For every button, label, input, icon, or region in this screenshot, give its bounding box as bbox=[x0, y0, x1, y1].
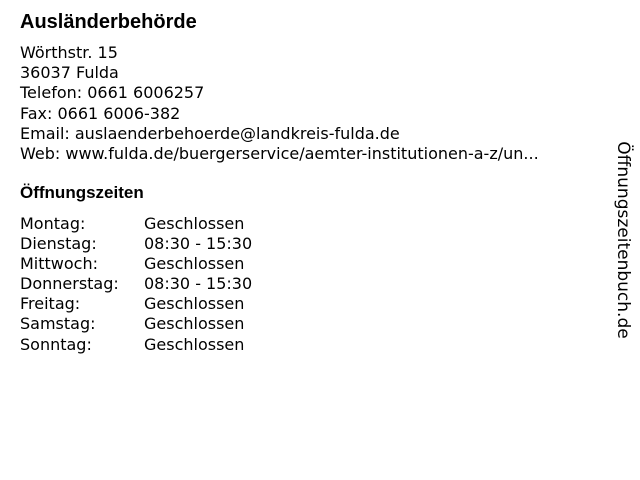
day-label: Donnerstag: bbox=[20, 274, 119, 294]
web-text: Web: www.fulda.de/buergerservice/aemter-institutionen-a-z/un... bbox=[20, 144, 539, 164]
hours-row-monday bbox=[20, 214, 245, 234]
time-value: 08:30 - 15:30 bbox=[144, 274, 253, 294]
day-label: Mittwoch: bbox=[20, 254, 98, 274]
hours-row-tuesday bbox=[20, 234, 253, 254]
time-value: Geschlossen bbox=[144, 294, 245, 314]
brand-watermark: Öffnungszeitenbuch.de bbox=[613, 141, 633, 339]
time-value: Geschlossen bbox=[144, 214, 245, 233]
time-value: Geschlossen bbox=[144, 254, 245, 274]
hours-row-wednesday bbox=[20, 254, 245, 274]
fax-text: Fax: 0661 6006-382 bbox=[20, 103, 181, 123]
hours-heading: Öffnungszeiten bbox=[20, 183, 144, 202]
hours-row-friday bbox=[20, 294, 245, 314]
day-label: Freitag: bbox=[20, 294, 81, 314]
phone-text: Telefon: 0661 6006257 bbox=[20, 83, 205, 103]
city-text: 36037 Fulda bbox=[20, 63, 119, 83]
page-title: Ausländerbehörde bbox=[20, 11, 197, 33]
day-label: Dienstag: bbox=[20, 234, 97, 254]
time-value: Geschlossen bbox=[144, 314, 245, 334]
day-label: Montag: bbox=[20, 214, 86, 233]
day-label: Samstag: bbox=[20, 314, 96, 334]
day-label: Sonntag: bbox=[20, 334, 92, 354]
email-text: Email: auslaenderbehoerde@landkreis-fulda.de bbox=[20, 123, 400, 143]
hours-table bbox=[20, 214, 253, 355]
time-value: 08:30 - 15:30 bbox=[144, 234, 253, 254]
time-value: Geschlossen bbox=[144, 334, 245, 354]
hours-row-sunday bbox=[20, 334, 245, 355]
street-text: Wörthstr. 15 bbox=[20, 43, 118, 62]
hours-row-thursday bbox=[20, 274, 253, 294]
hours-row-saturday bbox=[20, 314, 245, 334]
address-block bbox=[20, 43, 539, 164]
